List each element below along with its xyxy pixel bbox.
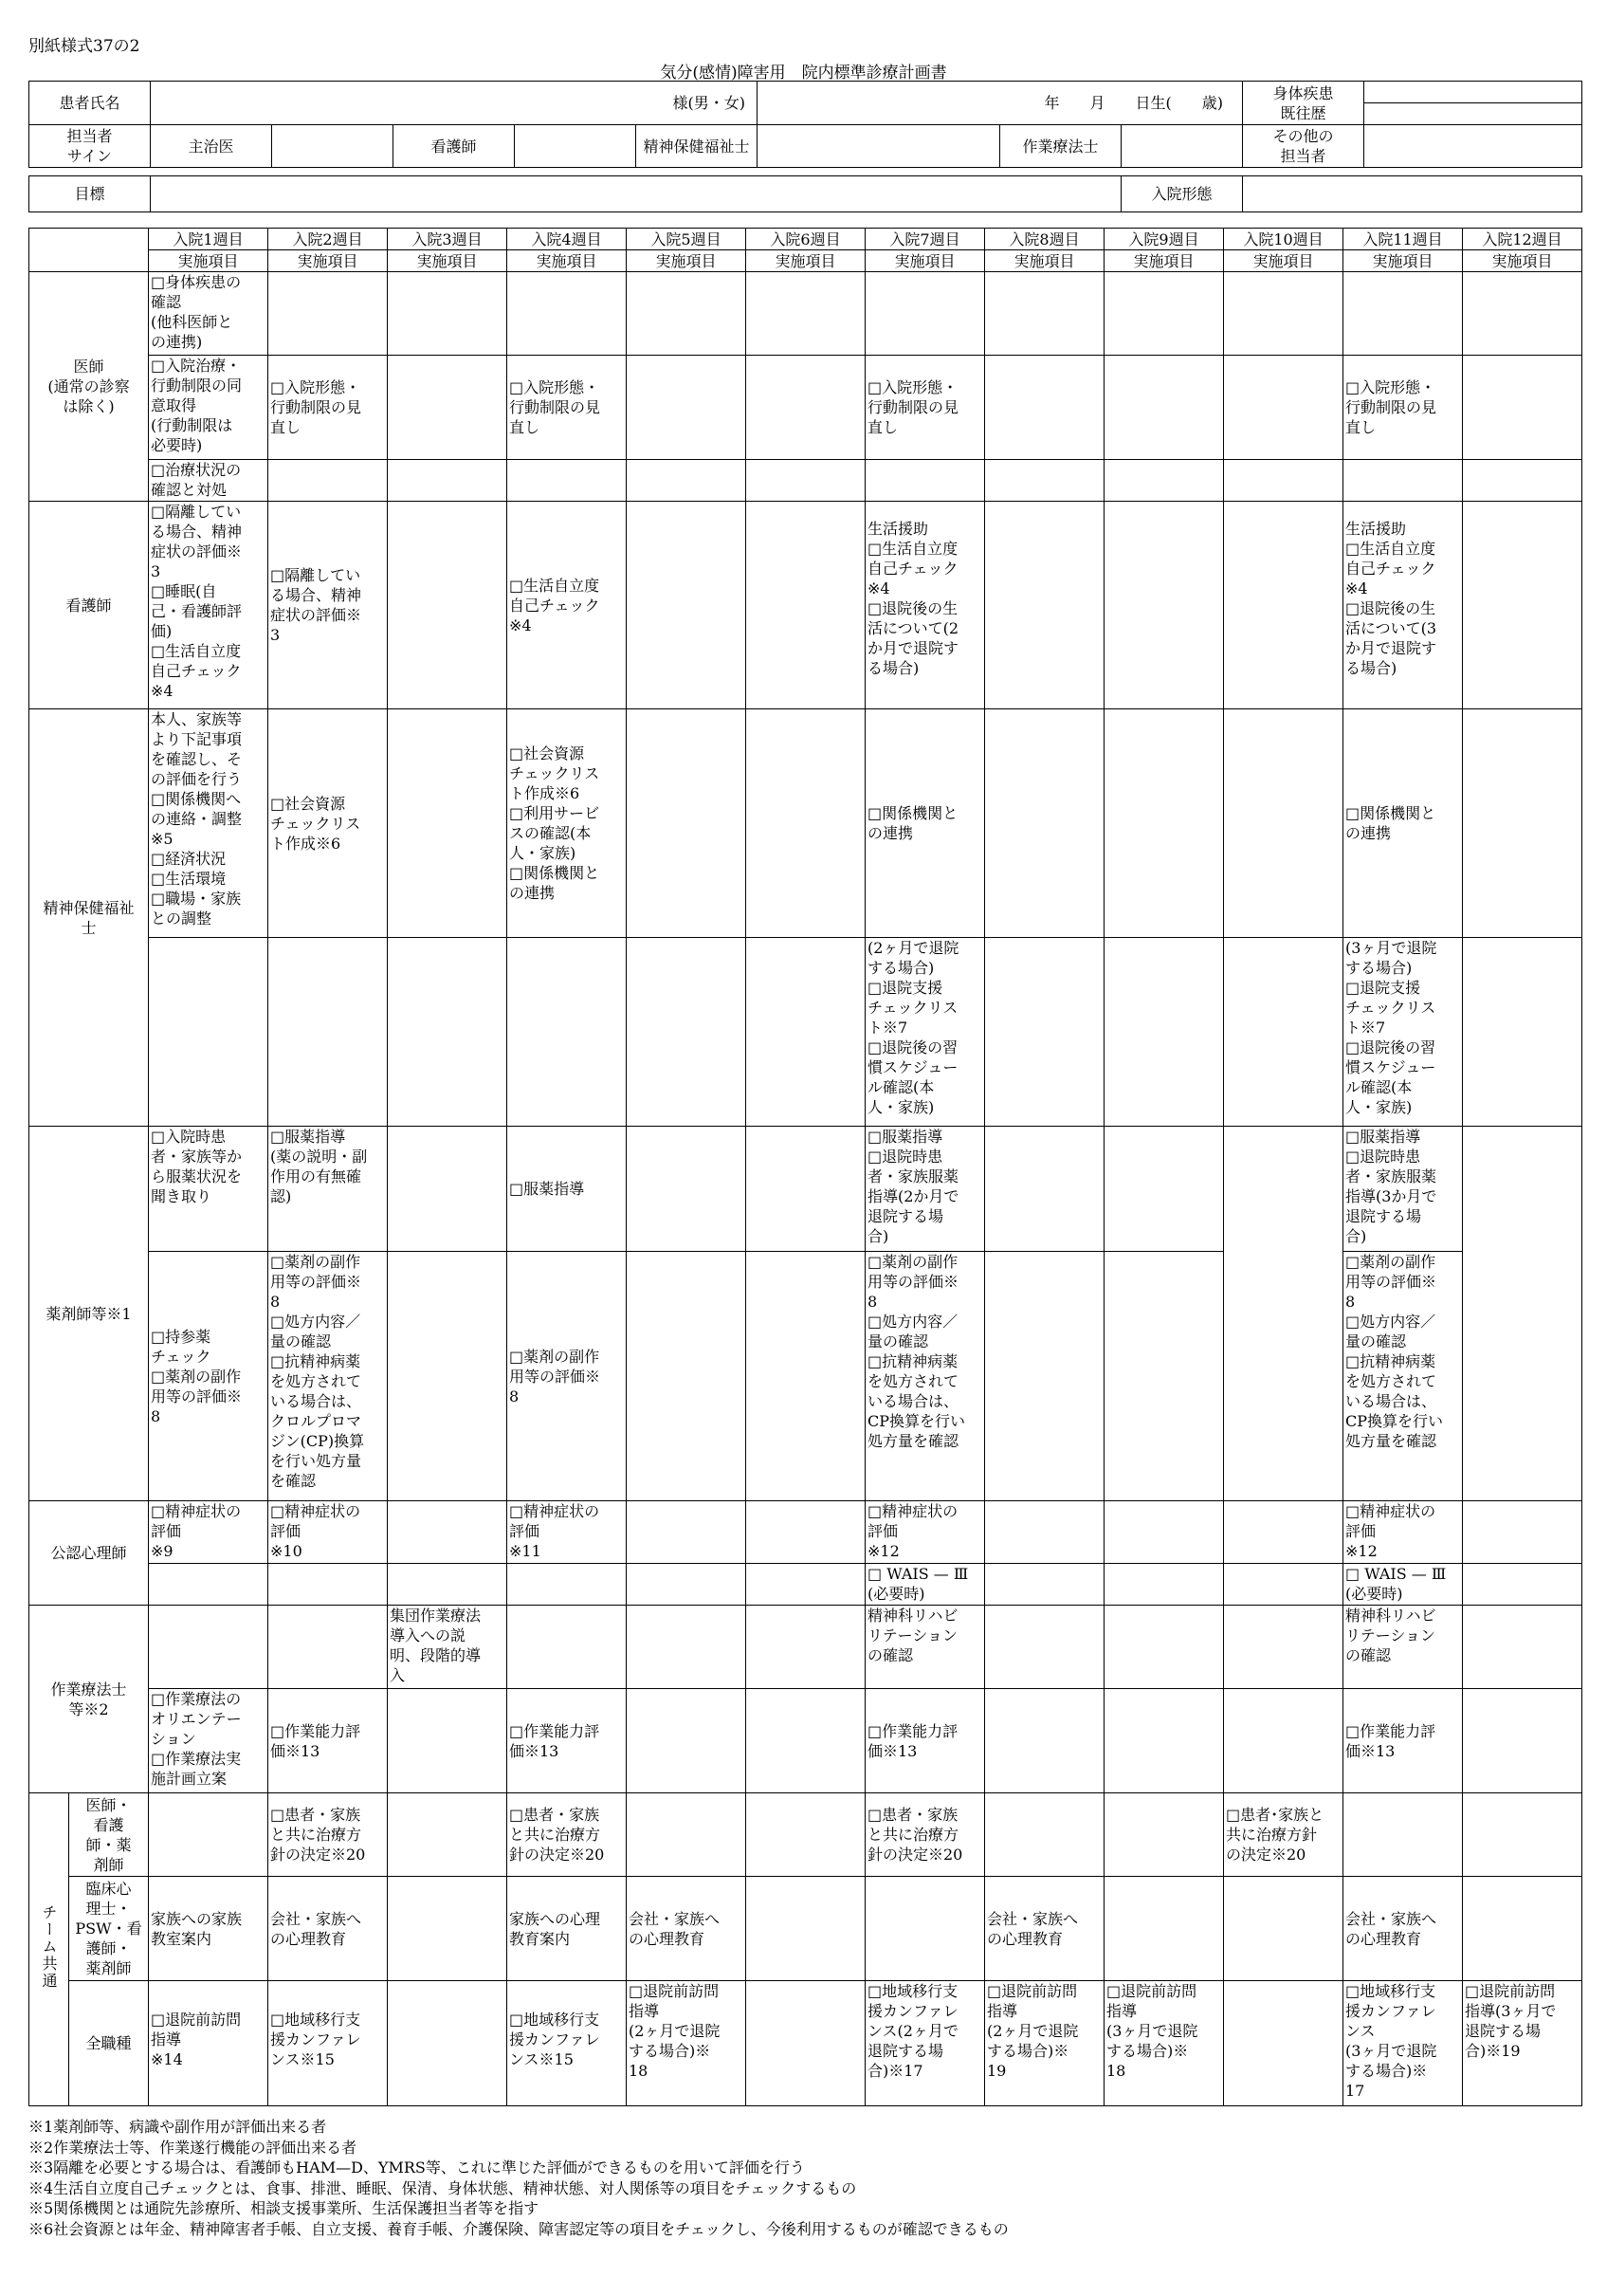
item-header: 実施項目	[149, 250, 268, 272]
plan-cell: □服薬指導	[507, 1127, 627, 1252]
physical-history-field-1[interactable]	[1364, 82, 1582, 103]
plan-cell: □関係機関と の連携	[1343, 709, 1463, 938]
plan-cell: □社会資源 チェックリス ト作成※6 □利用サービ スの確認(本 人・家族) □関係機関と の連携	[507, 709, 627, 938]
week-header: 入院6週目	[746, 229, 866, 250]
plan-cell: □入院形態・ 行動制限の見 直し	[866, 356, 985, 460]
plan-cell: □持参薬 チェック □薬剤の副作 用等の評価※ 8	[149, 1252, 268, 1501]
item-header: 実施項目	[388, 250, 507, 272]
other-staff-field[interactable]	[1364, 125, 1582, 168]
plan-cell: □入院治療・ 行動制限の同 意取得 (行動制限は 必要時)	[149, 356, 268, 460]
physical-history-label: 身体疾患 既往歴	[1243, 82, 1364, 125]
role-ot: 作業療法士 等※2	[29, 1606, 149, 1793]
plan-cell: 集団作業療法 導入への説 明、段階的導 入	[388, 1606, 507, 1689]
week-header: 入院7週目	[866, 229, 985, 250]
plan-cell: □患者・家族 と共に治療方 針の決定※20	[866, 1793, 985, 1877]
plan-cell: □服薬指導 (薬の説明・副 作用の有無確 認)	[268, 1127, 388, 1252]
item-header: 実施項目	[268, 250, 388, 272]
plan-cell: 家族への心理 教育案内	[507, 1877, 627, 1981]
plan-cell: □精神症状の 評価 ※9	[149, 1501, 268, 1564]
team-sub-all-staff: 全職種	[69, 1981, 149, 2106]
footnote: ※4生活自立度自己チェックとは、食事、排泄、睡眠、保清、身体状態、精神状態、対人関係等の項目をチェックするもの	[28, 2178, 857, 2197]
plan-cell: □生活自立度 自己チェック ※4	[507, 502, 627, 709]
patient-header-table	[28, 81, 1582, 168]
other-staff-label: その他の 担当者	[1243, 125, 1364, 168]
goal-field[interactable]	[151, 176, 1122, 212]
admission-type-field[interactable]	[1243, 176, 1582, 212]
item-header: 実施項目	[627, 250, 746, 272]
plan-cell: 精神科リハビ リテーション の確認	[1343, 1606, 1463, 1689]
plan-cell: □入院形態・ 行動制限の見 直し	[268, 356, 388, 460]
plan-cell: □作業能力評 価※13	[507, 1689, 627, 1793]
goal-table	[28, 175, 1582, 212]
plan-cell: □ WAIS — Ⅲ (必要時)	[866, 1564, 985, 1606]
role-team-common: チーム共通	[29, 1793, 69, 2106]
plan-cell: □薬剤の副作 用等の評価※ 8 □処方内容／ 量の確認 □抗精神病薬 を処方されて いる場合は、 クロルプロマ ジン(CP)換算 を行い処方量 を確認	[268, 1252, 388, 1501]
plan-cell: □退院前訪問 指導(3ヶ月で 退院する場 合)※19	[1463, 1981, 1582, 2106]
footnote: ※2作業療法士等、作業遂行機能の評価出来る者	[28, 2138, 357, 2157]
item-header: 実施項目	[866, 250, 985, 272]
footnote: ※3隔離を必要とする場合は、看護師もHAM—D、YMRS等、これに準じた評価ができるものを用いて評価を行う	[28, 2158, 805, 2177]
plan-cell: 会社・家族へ の心理教育	[268, 1877, 388, 1981]
plan-cell: □治療状況の 確認と対処	[149, 460, 268, 502]
plan-cell: □入院形態・ 行動制限の見 直し	[1343, 356, 1463, 460]
patient-name-label: 患者氏名	[29, 82, 151, 125]
plan-cell: □隔離してい る場合、精神 症状の評価※ 3	[268, 502, 388, 709]
plan-cell: 会社・家族へ の心理教育	[627, 1877, 746, 1981]
plan-cell: □精神症状の 評価 ※10	[268, 1501, 388, 1564]
role-psychologist: 公認心理師	[29, 1501, 149, 1606]
patient-name-field[interactable]: 様(男・女)	[151, 82, 758, 125]
plan-cell: □患者・家族 と共に治療方 針の決定※20	[268, 1793, 388, 1877]
item-header: 実施項目	[1224, 250, 1343, 272]
plan-cell: □退院前訪問 指導 (2ヶ月で退院 する場合)※ 18	[627, 1981, 746, 2106]
plan-cell: (2ヶ月で退院 する場合) □退院支援 チェックリス ト※7 □退院後の習 慣スケジュー ル確認(本 人・家族)	[866, 938, 985, 1127]
plan-cell: □薬剤の副作 用等の評価※ 8	[507, 1252, 627, 1501]
plan-cell: □精神症状の 評価 ※11	[507, 1501, 627, 1564]
footnote: ※5関係機関とは通院先診療所、相談支援事業所、生活保護担当者等を指す	[28, 2199, 539, 2217]
plan-cell: □服薬指導 □退院時患 者・家族服薬 指導(2か月で 退院する場 合)	[866, 1127, 985, 1252]
nurse-label: 看護師	[393, 125, 515, 168]
footnote: ※1薬剤師等、病識や副作用が評価出来る者	[28, 2118, 327, 2136]
week-header: 入院8週目	[985, 229, 1105, 250]
plan-cell: □社会資源 チェックリス ト作成※6	[268, 709, 388, 938]
plan-cell: □作業能力評 価※13	[268, 1689, 388, 1793]
item-header: 実施項目	[1463, 250, 1582, 272]
plan-cell: □服薬指導 □退院時患 者・家族服薬 指導(3か月で 退院する場 合)	[1343, 1127, 1463, 1252]
item-header: 実施項目	[1343, 250, 1463, 272]
week-header: 入院2週目	[268, 229, 388, 250]
footnote: ※6社会資源とは年金、精神障害者手帳、自立支援、養育手帳、介護保険、障害認定等の項目をチェックし、今後利用するものが確認できるもの	[28, 2219, 1009, 2238]
footnotes	[28, 2117, 1009, 2239]
plan-cell: □薬剤の副作 用等の評価※ 8 □処方内容／ 量の確認 □抗精神病薬 を処方されて いる場合は、 CP換算を行い 処方量を確認	[1343, 1252, 1463, 1501]
doctor-label: 主治医	[151, 125, 272, 168]
psw-sign-field[interactable]	[758, 125, 1000, 168]
plan-cell: □入院時患 者・家族等か ら服薬状況を 聞き取り	[149, 1127, 268, 1252]
week-header: 入院9週目	[1105, 229, 1224, 250]
week-header: 入院1週目	[149, 229, 268, 250]
week-header: 入院3週目	[388, 229, 507, 250]
plan-cell: 家族への家族 教室案内	[149, 1877, 268, 1981]
psw-label: 精神保健福祉士	[636, 125, 758, 168]
plan-cell: □精神症状の 評価 ※12	[1343, 1501, 1463, 1564]
plan-cell: □隔離してい る場合、精神 症状の評価※ 3 □睡眠(自 己・看護師評 価) □生活自立度 自己チェック ※4	[149, 502, 268, 709]
form-id: 別紙様式37の2	[28, 37, 140, 56]
corner-cell	[29, 229, 149, 272]
week-header: 入院4週目	[507, 229, 627, 250]
plan-cell: 会社・家族へ の心理教育	[1343, 1877, 1463, 1981]
item-header: 実施項目	[1105, 250, 1224, 272]
birth-date-field[interactable]: 年 月 日生( 歳)	[758, 82, 1243, 125]
plan-cell: □地域移行支 援カンファレ ンス※15	[507, 1981, 627, 2106]
week-header: 入院5週目	[627, 229, 746, 250]
plan-cell: □作業能力評 価※13	[1343, 1689, 1463, 1793]
team-sub-psych-psw-nurse-pharm: 臨床心 理士・ PSW・看 護師・ 薬剤師	[69, 1877, 149, 1981]
plan-cell: □作業能力評 価※13	[866, 1689, 985, 1793]
plan-cell: □退院前訪問 指導 (2ヶ月で退院 する場合)※ 19	[985, 1981, 1105, 2106]
plan-cell: 会社・家族へ の心理教育	[985, 1877, 1105, 1981]
role-nurse: 看護師	[29, 502, 149, 709]
plan-cell: □関係機関と の連携	[866, 709, 985, 938]
plan-cell: □ WAIS — Ⅲ (必要時)	[1343, 1564, 1463, 1606]
team-sub-doctor-nurse-pharm: 医師・ 看護 師・薬 剤師	[69, 1793, 149, 1877]
admission-type-label: 入院形態	[1122, 176, 1243, 212]
plan-cell: □退院前訪問 指導 ※14	[149, 1981, 268, 2106]
plan-cell: □入院形態・ 行動制限の見 直し	[507, 356, 627, 460]
plan-cell: □身体疾患の 確認 (他科医師と の連携)	[149, 272, 268, 356]
plan-cell: □薬剤の副作 用等の評価※ 8 □処方内容／ 量の確認 □抗精神病薬 を処方されて いる場合は、 CP換算を行い 処方量を確認	[866, 1252, 985, 1501]
plan-cell: □作業療法の オリエンテー ション □作業療法実 施計画立案	[149, 1689, 268, 1793]
plan-cell: □患者･家族と 共に治療方針 の決定※20	[1224, 1793, 1343, 1877]
week-header: 入院10週目	[1224, 229, 1343, 250]
role-doctor: 医師 (通常の診察 は除く)	[29, 272, 149, 502]
item-header: 実施項目	[507, 250, 627, 272]
ot-sign-field[interactable]	[1122, 125, 1243, 168]
plan-cell: 生活援助 □生活自立度 自己チェック ※4 □退院後の生 活について(2 か月で退院す る場合)	[866, 502, 985, 709]
item-header: 実施項目	[746, 250, 866, 272]
ot-label: 作業療法士	[1000, 125, 1122, 168]
plan-cell: □精神症状の 評価 ※12	[866, 1501, 985, 1564]
plan-table	[28, 228, 1582, 2106]
plan-cell: □地域移行支 援カンファレ ンス(2ヶ月で 退院する場 合)※17	[866, 1981, 985, 2106]
plan-cell: □患者・家族 と共に治療方 針の決定※20	[507, 1793, 627, 1877]
plan-cell: □地域移行支 援カンファレ ンス (3ヶ月で退院 する場合)※ 17	[1343, 1981, 1463, 2106]
plan-cell: 精神科リハビ リテーション の確認	[866, 1606, 985, 1689]
physical-history-field-2[interactable]	[1364, 103, 1582, 125]
staff-sign-label: 担当者 サイン	[29, 125, 151, 168]
doctor-sign-field[interactable]	[272, 125, 393, 168]
role-psw: 精神保健福祉 士	[29, 709, 149, 1127]
plan-cell: □退院前訪問 指導 (3ヶ月で退院 する場合)※ 18	[1105, 1981, 1224, 2106]
role-pharmacist: 薬剤師等※1	[29, 1127, 149, 1501]
plan-cell: (3ヶ月で退院 する場合) □退院支援 チェックリス ト※7 □退院後の習 慣スケジュー ル確認(本 人・家族)	[1343, 938, 1463, 1127]
document-title: 気分(感情)障害用 院内標準診療計画書	[660, 64, 947, 83]
week-header: 入院12週目	[1463, 229, 1582, 250]
plan-cell: □地域移行支 援カンファレ ンス※15	[268, 1981, 388, 2106]
goal-label: 目標	[29, 176, 151, 212]
plan-cell: 生活援助 □生活自立度 自己チェック ※4 □退院後の生 活について(3 か月で退院す る場合)	[1343, 502, 1463, 709]
item-header: 実施項目	[985, 250, 1105, 272]
week-header: 入院11週目	[1343, 229, 1463, 250]
plan-cell: 本人、家族等 より下記事項 を確認し、そ の評価を行う □関係機関へ の連絡・調整 ※5 □経済状況 □生活環境 □職場・家族 との調整	[149, 709, 268, 938]
nurse-sign-field[interactable]	[515, 125, 636, 168]
